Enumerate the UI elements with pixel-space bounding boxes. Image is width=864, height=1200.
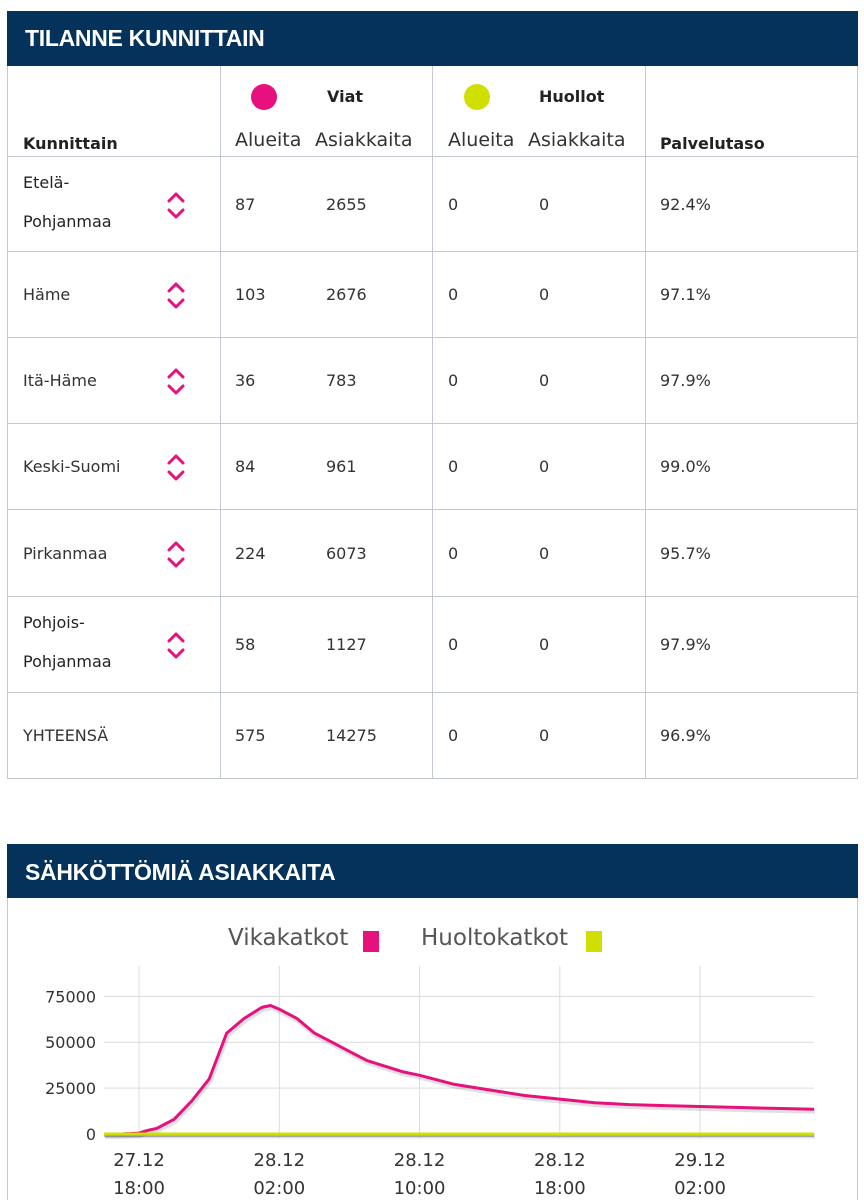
row-divider: [7, 156, 858, 157]
region-name: Pirkanmaa: [23, 543, 108, 563]
fault-customers-value: 783: [326, 371, 357, 390]
fault-areas-value: 87: [235, 194, 256, 214]
section-header-municipal-status: TILANNE KUNNITTAIN: [7, 11, 858, 66]
region-name-line2: Pohjanmaa: [23, 652, 112, 671]
fault-customers-value: 1127: [326, 635, 367, 654]
x-tick-label-time: 02:00: [253, 1178, 306, 1199]
fault-areas-value: 103: [235, 285, 266, 304]
service-level-value: 95.7%: [660, 543, 711, 563]
fault-areas-value: 84: [235, 457, 256, 476]
y-tick-label: 0: [85, 1125, 96, 1144]
region-name: Häme: [23, 285, 71, 304]
maint-areas-value: 0: [448, 543, 459, 563]
maint-areas-value: 0: [448, 371, 459, 390]
row-divider: [7, 251, 858, 252]
x-tick-label-date: 28.12: [534, 1150, 586, 1171]
region-name-line1: Etelä-: [23, 172, 70, 192]
expand-collapse-chevron-icon[interactable]: [165, 186, 187, 224]
column-header-maint-areas: Alueita: [448, 129, 515, 151]
column-header-service-level: Palvelutaso: [660, 134, 765, 153]
section-header-customers-without-power: SÄHKÖTTÖMIÄ ASIAKKAITA: [7, 844, 858, 898]
maint-areas-value: 0: [448, 635, 459, 654]
service-level-value: 96.9%: [660, 726, 711, 745]
row-divider: [7, 596, 858, 597]
service-level-value: 99.0%: [660, 457, 711, 476]
maintenance-group-label: Huollot: [539, 87, 605, 106]
expand-collapse-chevron-icon[interactable]: [165, 362, 187, 400]
x-tick-label-time: 18:00: [113, 1178, 165, 1199]
expand-collapse-chevron-icon[interactable]: [165, 276, 187, 314]
maint-areas-value: 0: [448, 726, 459, 745]
maint-customers-value: 0: [539, 194, 550, 214]
row-divider: [7, 337, 858, 338]
column-header-fault-customers: Asiakkaita: [315, 129, 413, 151]
municipal-status-table: [7, 66, 858, 779]
expand-collapse-chevron-icon[interactable]: [165, 626, 187, 664]
maint-customers-value: 0: [539, 635, 550, 654]
y-tick-label: 50000: [45, 1033, 96, 1053]
maint-customers-value: 0: [539, 457, 550, 476]
faults-dot-icon: [251, 84, 277, 110]
y-tick-label: 75000: [45, 987, 96, 1007]
fault-customers-value: 6073: [326, 543, 367, 563]
x-tick-label-date: 29.12: [674, 1150, 726, 1171]
fault-areas-value: 36: [235, 371, 256, 390]
fault-customers-value: 2676: [326, 285, 367, 304]
x-tick-label-time: 18:00: [533, 1178, 586, 1199]
column-header-region: Kunnittain: [23, 134, 118, 153]
service-level-value: 97.9%: [660, 635, 711, 654]
service-level-value: 97.1%: [660, 285, 711, 304]
fault-areas-value: 224: [235, 543, 266, 563]
x-tick-label-time: 10:00: [393, 1178, 446, 1199]
region-name-line2: Pohjanmaa: [23, 211, 112, 231]
maint-customers-value: 0: [539, 371, 550, 390]
expand-collapse-chevron-icon[interactable]: [165, 448, 187, 486]
region-name: Itä-Häme: [23, 371, 97, 390]
x-tick-label-date: 28.12: [253, 1150, 306, 1171]
y-tick-label: 25000: [45, 1079, 96, 1099]
fault-customers-value: 961: [326, 457, 357, 476]
maint-areas-value: 0: [448, 457, 459, 476]
maint-areas-value: 0: [448, 285, 459, 304]
maintenance-dot-icon: [464, 84, 490, 110]
row-divider: [7, 778, 858, 779]
total-label: YHTEENSÄ: [23, 726, 109, 745]
row-divider: [7, 423, 858, 424]
row-divider: [7, 692, 858, 693]
fault-customers-value: 2655: [326, 194, 367, 214]
maint-customers-value: 0: [539, 726, 550, 745]
legend-faults-label[interactable]: Vikakatkot: [228, 925, 349, 951]
maint-customers-value: 0: [539, 285, 550, 304]
region-name-line1: Pohjois-: [23, 613, 85, 632]
expand-collapse-chevron-icon[interactable]: [165, 535, 187, 573]
row-divider: [7, 509, 858, 510]
fault-customers-value: 14275: [326, 726, 377, 745]
column-header-maint-customers: Asiakkaita: [528, 129, 626, 151]
outage-line-chart[interactable]: [8, 898, 857, 1200]
maint-areas-value: 0: [448, 194, 459, 214]
service-level-value: 92.4%: [660, 194, 711, 214]
x-tick-label-date: 28.12: [393, 1150, 446, 1171]
x-tick-label-time: 02:00: [674, 1178, 726, 1199]
x-tick-label-date: 27.12: [113, 1150, 165, 1171]
fault-areas-value: 575: [235, 726, 266, 745]
fault-areas-value: 58: [235, 635, 256, 654]
service-level-value: 97.9%: [660, 371, 711, 390]
series-line-vikakatkot[interactable]: [104, 1006, 814, 1135]
column-header-fault-areas: Alueita: [235, 129, 302, 151]
faults-group-label: Viat: [327, 87, 364, 106]
region-name: Keski-Suomi: [23, 457, 121, 476]
outage-chart-panel: [7, 898, 858, 1200]
maint-customers-value: 0: [539, 543, 550, 563]
legend-maintenance-label[interactable]: Huoltokatkot: [421, 925, 569, 951]
